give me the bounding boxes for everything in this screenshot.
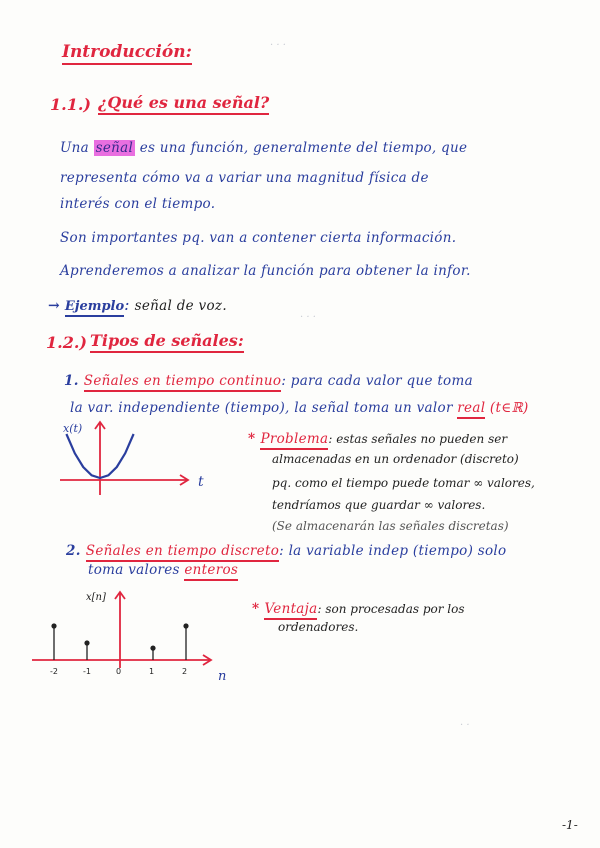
arrow-icon: →: [48, 298, 60, 314]
problem-label: Problema: [260, 431, 328, 450]
y-axis-label: x(t): [63, 422, 83, 435]
discrete-signal-graph: [30, 588, 230, 683]
item-text: toma valores: [88, 562, 180, 578]
bleed-through-mark: · · ·: [270, 40, 286, 51]
bleed-through-mark: · · ·: [300, 312, 316, 323]
problem-text: (Se almacenarán las señales discretas): [272, 519, 509, 533]
paragraph-line: Son importantes pq. van a contener cierta información.: [60, 230, 457, 246]
page-title: Introducción:: [62, 42, 192, 65]
problem-text: pq. como el tiempo puede tomar ∞ valores,: [272, 476, 535, 490]
x-axis-label: n: [218, 669, 227, 684]
advantage-note: [252, 598, 465, 617]
set-notation: (t∈ℝ): [489, 400, 529, 416]
stem-point: [84, 640, 89, 645]
continuous-signal-graph: [55, 420, 235, 500]
item-text: : para cada valor que toma: [281, 373, 473, 389]
list-item: [66, 540, 506, 559]
item-number: 1.: [64, 373, 79, 389]
tick-labels: [50, 667, 187, 676]
problem-text: : estas señales no pueden ser: [328, 432, 508, 446]
keyword-real: real: [457, 400, 485, 419]
paragraph-text: es una función, generalmente del tiempo, que: [139, 140, 468, 156]
example-line: [48, 295, 227, 314]
paragraph-line: interés con el tiempo.: [60, 196, 216, 212]
example-label: Ejemplo: [65, 299, 124, 317]
tick-label: -1: [83, 667, 91, 676]
problem-text: tendríamos que guardar ∞ valores.: [272, 498, 486, 512]
example-text: señal de voz.: [134, 298, 227, 314]
section-heading: Tipos de señales:: [90, 331, 244, 353]
paragraph-line: [60, 140, 467, 156]
keyword-enteros: enteros: [184, 562, 238, 581]
section-number: 1.2.): [46, 333, 87, 352]
tick-label: 0: [116, 667, 122, 676]
item-text: la var. independiente (tiempo), la señal toma un valor: [70, 400, 453, 416]
star-icon: *: [252, 601, 260, 617]
tick-label: 1: [149, 667, 155, 676]
advantage-text: ordenadores.: [278, 620, 359, 634]
problem-text: almacenadas en un ordenador (discreto): [272, 452, 519, 466]
section-heading: ¿Qué es una señal?: [98, 93, 269, 115]
paragraph-line: representa cómo va a variar una magnitud física de: [60, 170, 429, 186]
y-axis-label: x[n]: [86, 592, 106, 603]
list-item: [64, 370, 473, 389]
star-icon: *: [248, 431, 256, 447]
tick-label: -2: [50, 667, 58, 676]
page-number: -1-: [562, 818, 578, 832]
item-title: Señales en tiempo continuo: [84, 373, 282, 392]
paragraph-line: Aprenderemos a analizar la función para obtener la infor.: [60, 263, 471, 279]
example-colon: :: [124, 295, 130, 314]
highlighted-word: señal: [95, 140, 134, 156]
bleed-through-mark: · ·: [460, 720, 470, 731]
problem-note: [248, 428, 507, 447]
stem-point: [150, 646, 155, 651]
item-line: [88, 562, 238, 578]
tick-label: 2: [182, 667, 188, 676]
stem-point: [51, 623, 56, 628]
item-text: : la variable indep (tiempo) solo: [279, 543, 507, 559]
section-number: 1.1.): [50, 95, 91, 114]
item-line: [70, 400, 529, 416]
x-axis-label: t: [198, 474, 204, 490]
stem-point: [183, 623, 188, 628]
item-number: 2.: [66, 543, 81, 559]
advantage-label: Ventaja: [264, 601, 317, 620]
item-title: Señales en tiempo discreto: [86, 543, 279, 562]
paragraph-word: Una: [60, 140, 90, 156]
advantage-text: : son procesadas por los: [317, 602, 465, 616]
